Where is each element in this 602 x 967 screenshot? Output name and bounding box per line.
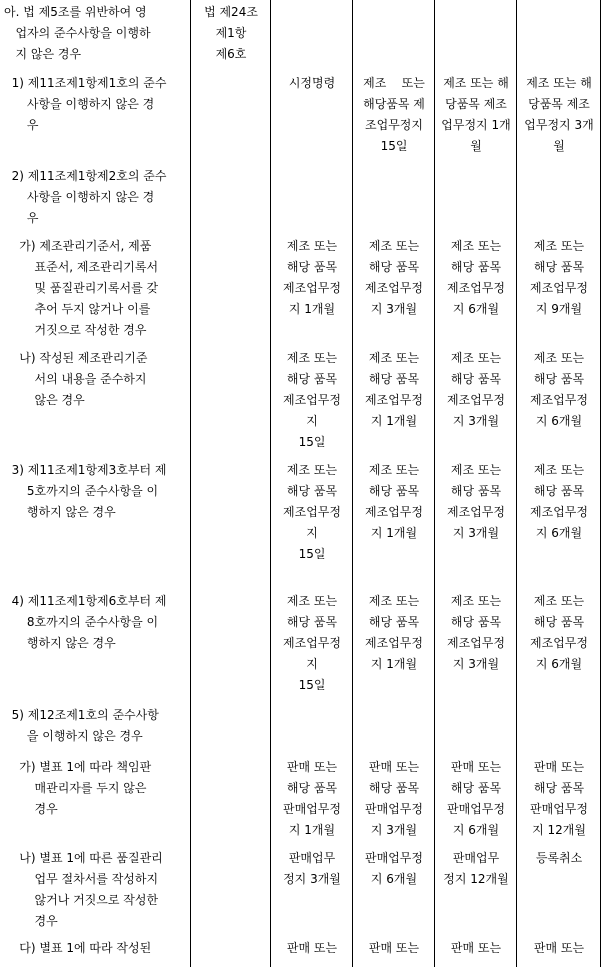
text-line: 판매 또는	[533, 760, 585, 774]
column-divider	[352, 0, 353, 967]
penalty-second	[355, 73, 433, 157]
text-line: 해당 품목	[286, 260, 338, 274]
penalty-fourth	[519, 236, 599, 320]
text-line: 아. 법 제5조를 위반하여 영	[4, 5, 147, 19]
text-line: 판매업무정	[365, 851, 423, 865]
violation-description	[4, 236, 188, 341]
penalty-second	[355, 236, 433, 320]
text-line: 판매 또는	[533, 941, 585, 955]
text-line: 해당 품목	[450, 260, 502, 274]
text-line: 해당 품목	[450, 781, 502, 795]
text-line: 제조 또는	[368, 239, 420, 253]
text-line: 지 6개월	[452, 302, 500, 316]
text-line: 제조업무정	[447, 636, 505, 650]
penalty-second	[355, 591, 433, 675]
text-line: 제조 또는	[450, 594, 502, 608]
text-line: 제조업무정	[365, 505, 423, 519]
text-line: 지 3개월	[370, 302, 418, 316]
text-line: 지 않은 경우	[4, 47, 82, 61]
text-line: 해당 품목	[368, 484, 420, 498]
text-line: 제조업무정	[530, 281, 588, 295]
text-line: 제조 또는	[286, 594, 338, 608]
penalty-first	[272, 348, 352, 453]
text-line: 당품목 제조	[528, 97, 590, 111]
text-line: 2) 제11조제1항제2호의 준수	[4, 169, 167, 183]
penalty-third	[437, 848, 515, 890]
text-line: 해당 품목	[533, 260, 585, 274]
violation-description	[4, 938, 188, 959]
text-line: 지 3개월	[452, 414, 500, 428]
text-line: 15일	[380, 139, 408, 153]
text-line: 제조 또는	[368, 594, 420, 608]
text-line: 해당 품목	[450, 372, 502, 386]
penalty-fourth	[519, 348, 599, 432]
text-line: 거짓으로 작성한 경우	[4, 323, 147, 337]
penalty-first	[272, 848, 352, 890]
column-divider	[190, 0, 191, 967]
text-line: 해당 품목	[368, 260, 420, 274]
text-line: 제조 또는 해	[443, 76, 509, 90]
text-line: 을 이행하지 않은 경우	[4, 729, 143, 743]
text-line: 판매 또는	[450, 941, 502, 955]
text-line: 15일	[298, 678, 326, 692]
text-line: 지 3개월	[452, 526, 500, 540]
text-line: 판매업무정	[530, 802, 588, 816]
text-line: 지	[306, 657, 318, 671]
text-line: 해당 품목	[533, 372, 585, 386]
violation-description	[4, 848, 188, 932]
text-line: 해당 품목	[286, 372, 338, 386]
text-line: 조업무정지	[365, 118, 423, 132]
column-divider	[600, 0, 601, 967]
text-line: 제조업무정	[283, 393, 341, 407]
text-line: 가) 제조관리기준서, 제품	[4, 239, 152, 253]
penalty-first	[272, 236, 352, 320]
text-line: 해당품목 제	[363, 97, 425, 111]
text-line: 8호까지의 준수사항을 이	[4, 615, 159, 629]
text-line: 제조업무정	[283, 636, 341, 650]
text-line: 추어 두지 않거나 이를	[4, 302, 151, 316]
penalty-third	[437, 591, 515, 675]
penalty-fourth	[519, 848, 599, 869]
text-line: 업무정지 3개	[524, 118, 594, 132]
violation-description	[4, 166, 188, 229]
text-line: 제조 또는	[533, 239, 585, 253]
text-line: 다) 별표 1에 따라 작성된	[4, 941, 152, 955]
column-divider	[434, 0, 435, 967]
text-line: 사항을 이행하지 않은 경	[4, 97, 155, 111]
text-line: 지 6개월	[535, 526, 583, 540]
text-line: 업무 절차서를 작성하지	[4, 872, 159, 886]
penalty-third	[437, 938, 515, 959]
penalty-fourth	[519, 73, 599, 157]
text-line: 제조 또는	[286, 239, 338, 253]
text-line: 정지 12개월	[443, 872, 509, 886]
text-line: 제조 또는	[450, 463, 502, 477]
penalty-second	[355, 757, 433, 841]
text-line: 월	[470, 139, 482, 153]
text-line: 제조 또는	[533, 463, 585, 477]
text-line: 제조업무정	[365, 636, 423, 650]
penalty-fourth	[519, 460, 599, 544]
penalty-second	[355, 848, 433, 890]
text-line: 판매업무정	[283, 802, 341, 816]
text-line: 행하지 않은 경우	[4, 505, 116, 519]
text-line: 당품목 제조	[445, 97, 507, 111]
text-line: 해당 품목	[450, 615, 502, 629]
text-line: 우	[4, 118, 39, 132]
text-line: 해당 품목	[286, 615, 338, 629]
text-line: 제조 또는	[533, 351, 585, 365]
text-line: 지 6개월	[370, 872, 418, 886]
text-line: 우	[4, 211, 39, 225]
text-line: 정지 3개월	[283, 872, 341, 886]
text-line: 해당 품목	[533, 615, 585, 629]
text-line: 판매업무정	[365, 802, 423, 816]
text-line: 경우	[4, 914, 58, 928]
penalty-third	[437, 348, 515, 432]
text-line: 제조업무정	[365, 393, 423, 407]
text-line: 나) 별표 1에 따른 품질관리	[4, 851, 163, 865]
penalty-first	[272, 591, 352, 696]
text-line: 제조 또는	[286, 351, 338, 365]
text-line: 지 6개월	[535, 657, 583, 671]
text-line: 지 1개월	[370, 414, 418, 428]
text-line: 서의 내용을 준수하지	[4, 372, 147, 386]
text-line: 지 6개월	[452, 823, 500, 837]
text-line: 지	[306, 414, 318, 428]
penalty-third	[437, 757, 515, 841]
text-line: 않거나 거짓으로 작성한	[4, 893, 159, 907]
text-line: 경우	[4, 802, 58, 816]
text-line: 지	[306, 526, 318, 540]
text-line: 1) 제11조제1항제1호의 준수	[4, 76, 167, 90]
violation-description	[4, 591, 188, 654]
text-line: 업자의 준수사항을 이행하	[4, 26, 151, 40]
text-line: 제조업무정	[447, 281, 505, 295]
text-line: 5호까지의 준수사항을 이	[4, 484, 159, 498]
penalty-fourth	[519, 591, 599, 675]
penalty-second	[355, 348, 433, 432]
text-line: 15일	[298, 547, 326, 561]
text-line: 지 1개월	[288, 823, 336, 837]
text-line: 업무정지 1개	[441, 118, 511, 132]
penalty-third	[437, 236, 515, 320]
column-divider	[516, 0, 517, 967]
text-line: 않은 경우	[4, 393, 85, 407]
text-line: 제조 또는	[363, 76, 425, 90]
text-line: 해당 품목	[450, 484, 502, 498]
text-line: 제조업무정	[365, 281, 423, 295]
violation-description	[4, 705, 188, 747]
text-line: 5) 제12조제1호의 준수사항	[4, 708, 159, 722]
text-line: 해당 품목	[533, 781, 585, 795]
text-line: 지 1개월	[288, 302, 336, 316]
text-line: 지 3개월	[452, 657, 500, 671]
text-line: 등록취소	[535, 851, 583, 865]
text-line: 판매 또는	[286, 941, 338, 955]
text-line: 제조 또는	[450, 351, 502, 365]
text-line: 해당 품목	[286, 781, 338, 795]
text-line: 지 6개월	[535, 414, 583, 428]
violation-description	[4, 2, 188, 65]
text-line: 월	[553, 139, 565, 153]
text-line: 해당 품목	[286, 484, 338, 498]
penalty-first	[272, 73, 352, 94]
violation-description	[4, 757, 188, 820]
violation-description	[4, 73, 188, 136]
penalty-first	[272, 460, 352, 565]
text-line: 제조 또는	[533, 594, 585, 608]
text-line: 시정명령	[288, 76, 336, 90]
text-line: 판매업무	[288, 851, 336, 865]
text-line: 15일	[298, 435, 326, 449]
text-line: 해당 품목	[533, 484, 585, 498]
text-line: 판매 또는	[286, 760, 338, 774]
text-line: 해당 품목	[368, 781, 420, 795]
text-line: 제조업무정	[283, 281, 341, 295]
text-line: 가) 별표 1에 따라 책임판	[4, 760, 152, 774]
text-line: 지 1개월	[370, 526, 418, 540]
penalty-fourth	[519, 757, 599, 841]
text-line: 표준서, 제조관리기록서	[4, 260, 159, 274]
text-line: 제1항	[215, 26, 247, 40]
penalty-third	[437, 460, 515, 544]
penalty-third	[437, 73, 515, 157]
text-line: 판매 또는	[450, 760, 502, 774]
text-line: 제조 또는 해	[526, 76, 592, 90]
text-line: 지 12개월	[532, 823, 586, 837]
text-line: 제조 또는	[286, 463, 338, 477]
text-line: 행하지 않은 경우	[4, 636, 116, 650]
penalty-second	[355, 938, 433, 959]
text-line: 4) 제11조제1항제6호부터 제	[4, 594, 167, 608]
text-line: 제조 또는	[368, 463, 420, 477]
violation-description	[4, 348, 188, 411]
text-line: 사항을 이행하지 않은 경	[4, 190, 155, 204]
violation-description	[4, 460, 188, 523]
text-line: 제조 또는	[450, 239, 502, 253]
text-line: 제6호	[215, 47, 247, 61]
legal-basis	[194, 2, 268, 65]
text-line: 매관리자를 두지 않은	[4, 781, 147, 795]
text-line: 제조업무정	[530, 636, 588, 650]
text-line: 제조업무정	[530, 393, 588, 407]
text-line: 제조업무정	[530, 505, 588, 519]
penalty-second	[355, 460, 433, 544]
text-line: 나) 작성된 제조관리기준	[4, 351, 148, 365]
text-line: 판매업무정	[447, 802, 505, 816]
penalty-fourth	[519, 938, 599, 959]
text-line: 제조 또는	[368, 351, 420, 365]
text-line: 해당 품목	[368, 372, 420, 386]
column-divider	[270, 0, 271, 967]
text-line: 3) 제11조제1항제3호부터 제	[4, 463, 167, 477]
text-line: 해당 품목	[368, 615, 420, 629]
text-line: 지 9개월	[535, 302, 583, 316]
text-line: 및 품질관리기록서를 갖	[4, 281, 159, 295]
penalty-first	[272, 757, 352, 841]
penalty-first	[272, 938, 352, 959]
text-line: 판매 또는	[368, 941, 420, 955]
text-line: 제조업무정	[283, 505, 341, 519]
text-line: 제조업무정	[447, 505, 505, 519]
text-line: 판매 또는	[368, 760, 420, 774]
text-line: 법 제24조	[204, 5, 258, 19]
text-line: 지 3개월	[370, 823, 418, 837]
text-line: 제조업무정	[447, 393, 505, 407]
text-line: 지 1개월	[370, 657, 418, 671]
text-line: 판매업무	[452, 851, 500, 865]
